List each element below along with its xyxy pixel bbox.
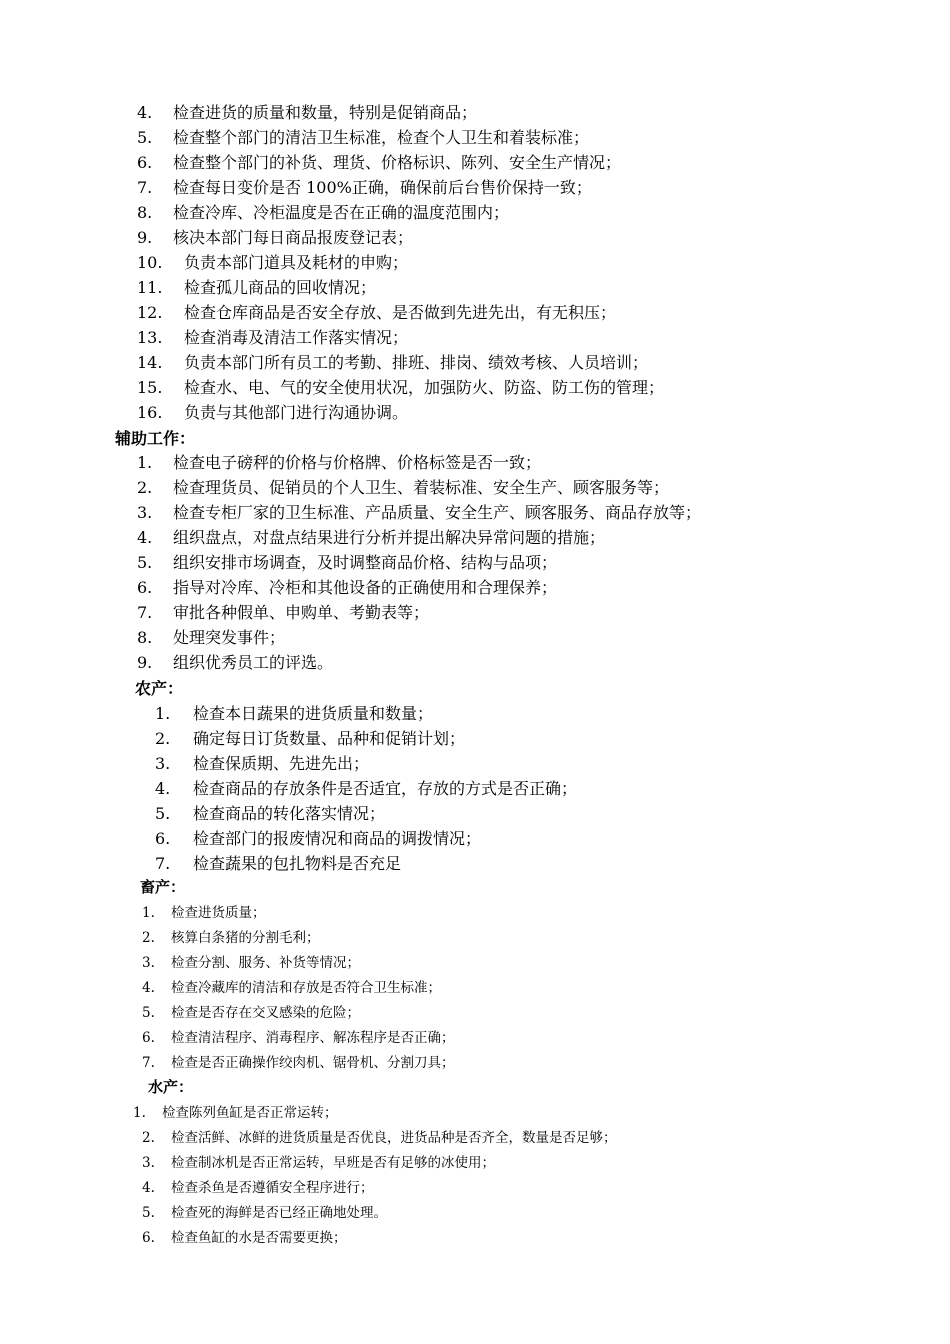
item-text: 组织优秀员工的评选。 [173,653,334,672]
item-text: 检查理货员、促销员的个人卫生、着装标准、安全生产、顾客服务等； [173,478,670,497]
list-item [142,1001,360,1021]
item-number: 6. [142,1230,155,1246]
item-number: 7. [155,854,171,873]
list-item [137,650,333,673]
list-item [142,1051,455,1071]
item-text: 检查活鲜、冰鲜的进货质量是否优良，进货品种是否齐全，数量是否足够； [171,1130,617,1146]
item-number: 10. [137,253,163,272]
item-text: 检查电子磅秤的价格与价格牌、价格标签是否一致； [173,453,542,472]
item-number: 4. [137,528,153,547]
item-text: 检查死的海鲜是否已经正确地处理。 [171,1205,387,1221]
item-number: 15. [137,378,163,397]
item-number: 5. [142,1205,155,1221]
list-item [142,1151,495,1171]
list-item [155,851,401,874]
item-text: 检查本日蔬果的进货质量和数量； [193,704,434,723]
item-text: 检查仓库商品是否安全存放、是否做到先进先出，有无积压； [184,303,617,322]
item-text: 核算白条猪的分割毛利； [171,930,320,946]
section-heading-aquatic: 水产： [148,1078,194,1096]
item-number: 5. [155,804,171,823]
item-number: 2. [137,478,153,497]
item-number: 11. [137,278,163,297]
item-text: 检查鱼缸的水是否需要更换； [171,1230,347,1246]
item-text: 负责与其他部门进行沟通协调。 [184,403,409,422]
item-text: 检查商品的转化落实情况； [193,804,386,823]
item-number: 7. [137,178,153,197]
list-item [137,225,413,248]
list-item [137,250,408,273]
list-item [137,350,648,373]
item-text: 负责本部门道具及耗材的申购； [184,253,409,272]
item-number: 9. [137,653,153,672]
item-number: 2. [155,729,171,748]
list-item [137,150,621,173]
list-item [137,125,589,148]
item-text: 检查进货质量； [171,905,266,921]
list-item [155,826,481,849]
item-text: 检查整个部门的补货、理货、价格标识、陈列、安全生产情况； [173,153,622,172]
list-item [155,751,369,774]
item-text: 检查分割、服务、补货等情况； [171,955,360,971]
item-text: 组织盘点，对盘点结果进行分析并提出解决异常问题的措施； [173,528,606,547]
item-text: 检查清洁程序、消毒程序、解冻程序是否正确； [171,1030,455,1046]
item-text: 检查专柜厂家的卫生标准、产品质量、安全生产、顾客服务、商品存放等； [173,503,702,522]
list-item [137,550,557,573]
list-item [137,300,616,323]
item-number: 3. [155,754,171,773]
item-text: 检查是否存在交叉感染的危险； [171,1005,360,1021]
item-text: 检查孤儿商品的回收情况； [184,278,377,297]
list-item [142,976,441,996]
item-text: 检查是否正确操作绞肉机、锯骨机、分割刀具； [171,1055,455,1071]
item-text: 检查陈列鱼缸是否正常运转； [162,1105,338,1121]
item-number: 1. [133,1105,146,1121]
list-item [137,500,701,523]
list-item [142,1026,455,1046]
item-number: 16. [137,403,163,422]
item-number: 8. [137,203,153,222]
list-item [137,200,509,223]
item-number: 6. [142,1030,155,1046]
item-number: 4. [142,980,155,996]
list-item [137,475,669,498]
item-text: 检查部门的报废情况和商品的调拨情况； [193,829,482,848]
item-number: 14. [137,353,163,372]
item-number: 7. [142,1055,155,1071]
item-number: 4. [142,1180,155,1196]
item-text: 检查整个部门的清洁卫生标准，检查个人卫生和着装标准； [173,128,590,147]
item-text: 检查消毒及清洁工作落实情况； [184,328,409,347]
item-number: 2. [142,1130,155,1146]
item-number: 4. [155,779,171,798]
list-item [142,926,320,946]
item-number: 3. [142,1155,155,1171]
item-number: 3. [142,955,155,971]
list-item [137,275,376,298]
list-item [142,1176,374,1196]
list-item [142,1201,387,1221]
item-text: 检查水、电、气的安全使用状况，加强防火、防盗、防工伤的管理； [184,378,665,397]
item-number: 3. [137,503,153,522]
item-number: 1. [142,905,155,921]
list-item [137,100,477,123]
item-number: 2. [142,930,155,946]
item-text: 检查商品的存放条件是否适宜，存放的方式是否正确； [193,779,578,798]
item-text: 检查杀鱼是否遵循安全程序进行； [171,1180,374,1196]
list-item [137,325,408,348]
item-number: 6. [155,829,171,848]
item-text: 确定每日订货数量、品种和促销计划； [193,729,466,748]
item-text: 检查冷藏库的清洁和存放是否符合卫生标准； [171,980,441,996]
section-heading-livestock: 畜产： [140,878,186,896]
item-number: 8. [137,628,153,647]
item-number: 6. [137,153,153,172]
item-number: 5. [137,128,153,147]
item-text: 检查进货的质量和数量，特别是促销商品； [173,103,478,122]
item-number: 9. [137,228,153,247]
section-heading-aux: 辅助工作： [115,429,196,448]
item-text: 指导对冷库、冷柜和其他设备的正确使用和合理保养； [173,578,558,597]
list-item [155,726,465,749]
item-text: 组织安排市场调查，及时调整商品价格、结构与品项； [173,553,558,572]
list-item [133,1101,338,1121]
list-item [137,575,557,598]
item-text: 处理突发事件； [173,628,286,647]
list-item [142,901,266,921]
list-item [137,400,408,423]
item-number: 5. [142,1005,155,1021]
list-item [137,450,541,473]
item-number: 1. [155,704,171,723]
item-text: 检查保质期、先进先出； [193,754,370,773]
item-number: 6. [137,578,153,597]
item-text: 核决本部门每日商品报废登记表； [173,228,414,247]
list-item [137,625,285,648]
section-heading-produce: 农产： [135,679,184,698]
list-item [142,1126,617,1146]
item-number: 13. [137,328,163,347]
item-number: 7. [137,603,153,622]
list-item [155,801,385,824]
list-item [137,175,592,198]
item-text: 检查每日变价是否 100%正确，确保前后台售价保持一致； [173,178,592,197]
list-item [142,951,360,971]
list-item [137,525,605,548]
item-number: 12. [137,303,163,322]
item-number: 5. [137,553,153,572]
list-item [137,600,429,623]
list-item [142,1226,347,1246]
item-text: 检查冷库、冷柜温度是否在正确的温度范围内； [173,203,510,222]
item-text: 审批各种假单、申购单、考勤表等； [173,603,430,622]
list-item [137,375,664,398]
item-number: 4. [137,103,153,122]
list-item [155,776,577,799]
item-text: 负责本部门所有员工的考勤、排班、排岗、绩效考核、人员培训； [184,353,649,372]
item-text: 检查蔬果的包扎物料是否充足 [193,854,402,873]
item-number: 1. [137,453,153,472]
item-text: 检查制冰机是否正常运转，早班是否有足够的冰使用； [171,1155,495,1171]
list-item [155,701,433,724]
